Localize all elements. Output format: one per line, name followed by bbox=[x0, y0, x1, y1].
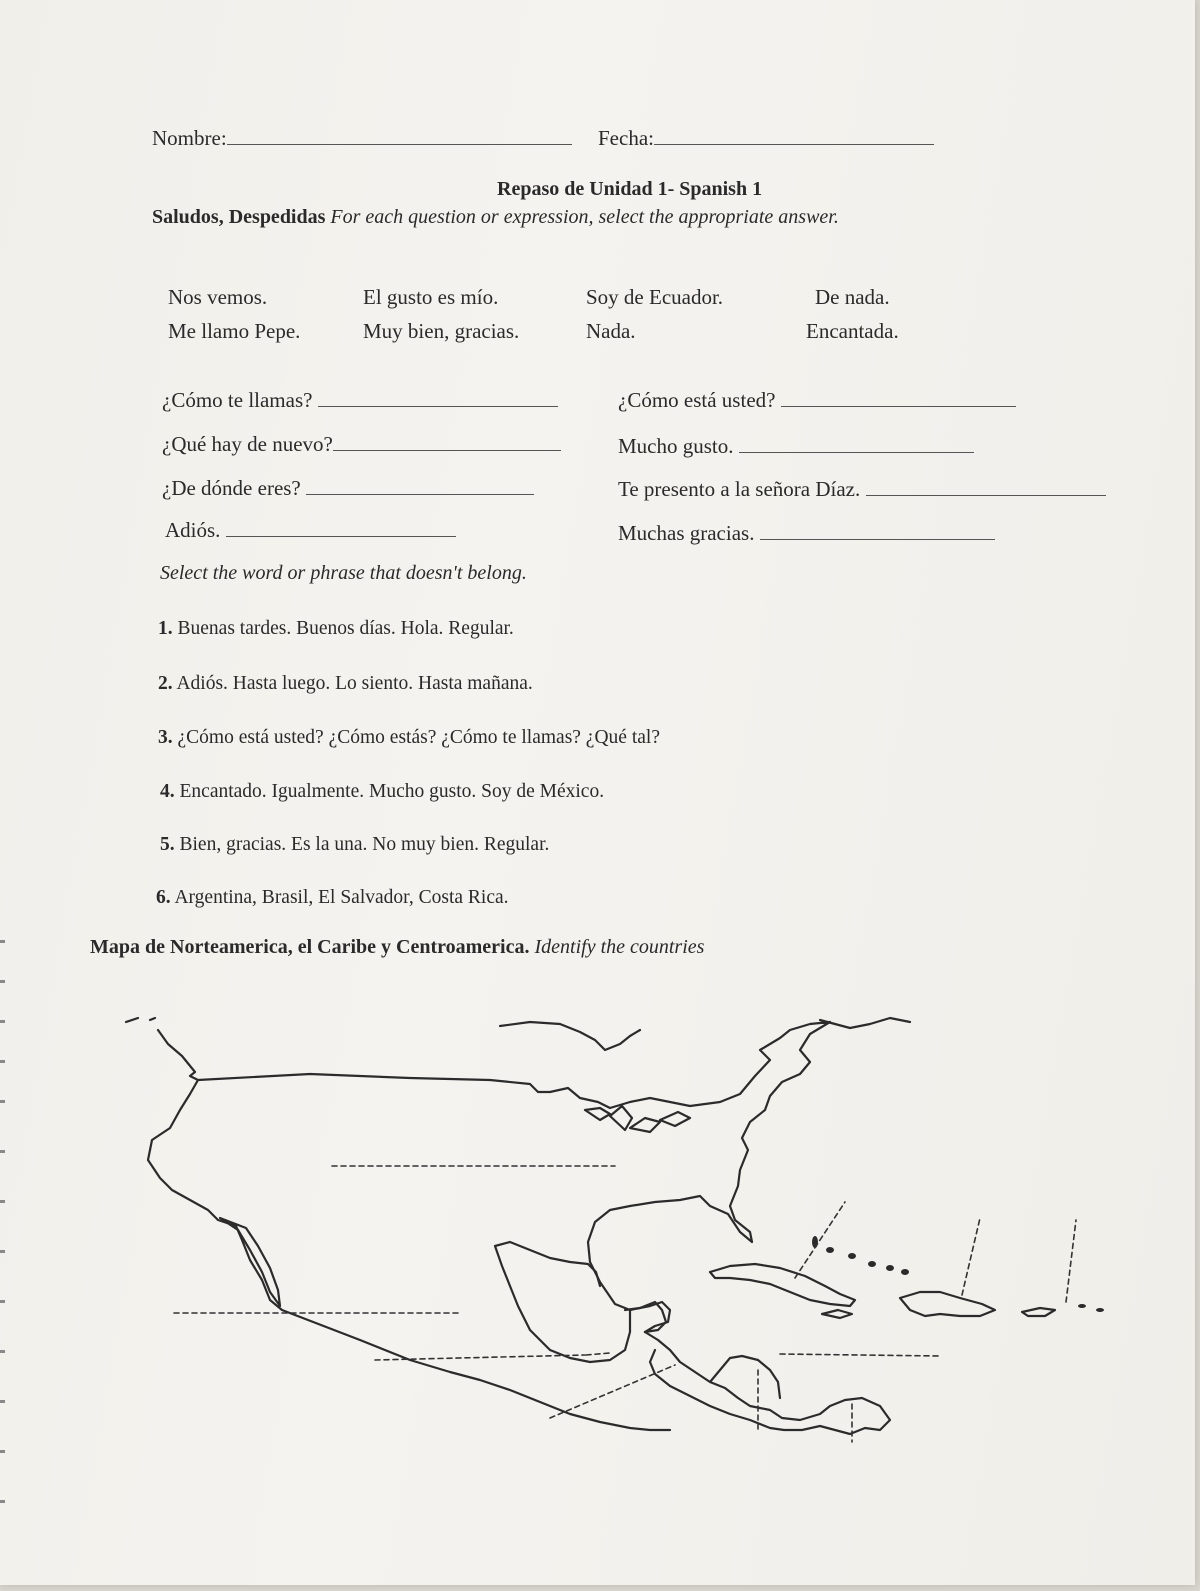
word-bank-item: El gusto es mío. bbox=[363, 285, 499, 309]
item-text: Bien, gracias. Es la una. No muy bien. Regular. bbox=[179, 834, 550, 855]
binder-mark bbox=[0, 1400, 5, 1403]
answer-blank[interactable] bbox=[333, 430, 561, 451]
item-number: 3. bbox=[158, 727, 173, 748]
dashed-answer-line bbox=[795, 1202, 845, 1278]
item-text: Argentina, Brasil, El Salvador, Costa Rica. bbox=[174, 887, 509, 908]
map-coastline bbox=[495, 1242, 630, 1362]
dashed-answer-line bbox=[1066, 1220, 1076, 1302]
answer-blank[interactable] bbox=[318, 386, 558, 407]
list-item bbox=[158, 673, 533, 695]
page-title: Repaso de Unidad 1- Spanish 1 bbox=[497, 178, 763, 200]
puerto-rico-outline bbox=[1022, 1308, 1055, 1316]
name-field bbox=[152, 124, 572, 151]
answer-blank[interactable] bbox=[760, 519, 995, 540]
list-item bbox=[156, 887, 509, 909]
map-coastline bbox=[500, 1018, 910, 1050]
list-item bbox=[158, 618, 514, 640]
item-text: ¿Cómo está usted? ¿Cómo estás? ¿Cómo te llamas? ¿Qué tal? bbox=[177, 727, 660, 748]
answer-blank[interactable] bbox=[866, 475, 1106, 496]
section2-instruction: Select the word or phrase that doesn't belong. bbox=[160, 562, 527, 584]
question-text: Te presento a la señora Díaz. bbox=[618, 477, 861, 501]
question-text: Mucho gusto. bbox=[618, 434, 734, 458]
section1-heading: Saludos, Despedidas bbox=[152, 206, 326, 228]
question-text: ¿Qué hay de nuevo? bbox=[162, 432, 333, 456]
word-bank-item: Muy bien, gracias. bbox=[363, 319, 520, 343]
map-coastline bbox=[625, 1302, 666, 1332]
word-bank-item: Nada. bbox=[586, 319, 636, 343]
item-text: Encantado. Igualmente. Mucho gusto. Soy de México. bbox=[179, 781, 605, 802]
answer-blank[interactable] bbox=[226, 516, 456, 537]
jamaica-outline bbox=[822, 1310, 852, 1318]
item-number: 5. bbox=[160, 834, 175, 855]
question-left bbox=[162, 474, 534, 501]
map-instruction: Identify the countries bbox=[534, 936, 705, 958]
word-bank-item: Nos vemos. bbox=[168, 285, 268, 309]
word-bank-item: Soy de Ecuador. bbox=[586, 285, 724, 309]
map-coastline bbox=[645, 1332, 890, 1434]
binder-mark bbox=[0, 1060, 5, 1063]
question-right bbox=[618, 386, 1016, 413]
item-number: 1. bbox=[158, 618, 173, 639]
name-blank[interactable] bbox=[227, 124, 572, 145]
word-bank-item: Encantada. bbox=[806, 319, 899, 343]
question-text: Adiós. bbox=[165, 518, 221, 542]
binder-mark bbox=[0, 1350, 5, 1353]
binder-mark bbox=[0, 940, 5, 943]
answer-blank[interactable] bbox=[739, 432, 974, 453]
north-america-outline-map bbox=[110, 1010, 1120, 1480]
question-text: ¿Cómo está usted? bbox=[618, 388, 776, 412]
binder-mark bbox=[0, 1300, 5, 1303]
question-text: ¿De dónde eres? bbox=[162, 476, 301, 500]
hispaniola-outline bbox=[900, 1292, 995, 1316]
list-item bbox=[160, 834, 549, 856]
question-left bbox=[162, 386, 558, 413]
answer-blank[interactable] bbox=[306, 474, 534, 495]
map-heading: Mapa de Norteamerica, el Caribe y Centroamerica. bbox=[90, 936, 530, 958]
binder-mark bbox=[0, 1450, 5, 1453]
item-number: 4. bbox=[160, 781, 175, 802]
binder-mark bbox=[0, 1020, 5, 1023]
date-blank[interactable] bbox=[654, 124, 934, 145]
list-item bbox=[160, 781, 604, 803]
question-right bbox=[618, 432, 974, 459]
item-number: 6. bbox=[156, 887, 171, 908]
map-section-heading bbox=[90, 936, 704, 959]
binder-mark bbox=[0, 1150, 5, 1153]
cuba-outline bbox=[710, 1264, 855, 1306]
question-right bbox=[618, 519, 995, 546]
dashed-answer-line bbox=[962, 1218, 980, 1295]
binder-mark bbox=[0, 1250, 5, 1253]
dashed-answer-line bbox=[550, 1365, 675, 1418]
dashed-answer-line bbox=[586, 1353, 610, 1355]
question-text: Muchas gracias. bbox=[618, 521, 755, 545]
question-left bbox=[162, 430, 561, 457]
question-left bbox=[165, 516, 456, 543]
word-bank-item: De nada. bbox=[815, 285, 890, 309]
binder-mark bbox=[0, 980, 5, 983]
great-lakes bbox=[585, 1106, 690, 1132]
item-number: 2. bbox=[158, 673, 173, 694]
date-field bbox=[598, 124, 934, 151]
binder-mark bbox=[0, 1200, 5, 1203]
item-text: Buenas tardes. Buenos días. Hola. Regular. bbox=[177, 618, 514, 639]
item-text: Adiós. Hasta luego. Lo siento. Hasta mañana. bbox=[176, 673, 533, 694]
dashed-answer-line bbox=[780, 1354, 940, 1356]
section1-instruction-text: For each question or expression, select the appropriate answer. bbox=[330, 206, 839, 228]
binder-mark bbox=[0, 1500, 5, 1503]
section1-instruction bbox=[152, 206, 839, 229]
binder-mark bbox=[0, 1100, 5, 1103]
name-label: Nombre: bbox=[152, 126, 227, 150]
word-bank-item: Me llamo Pepe. bbox=[168, 319, 301, 343]
list-item bbox=[158, 727, 660, 749]
date-label: Fecha: bbox=[598, 126, 654, 150]
map-coastline bbox=[126, 1018, 830, 1430]
question-text: ¿Cómo te llamas? bbox=[162, 388, 313, 412]
question-right bbox=[618, 475, 1106, 502]
answer-blank[interactable] bbox=[781, 386, 1016, 407]
